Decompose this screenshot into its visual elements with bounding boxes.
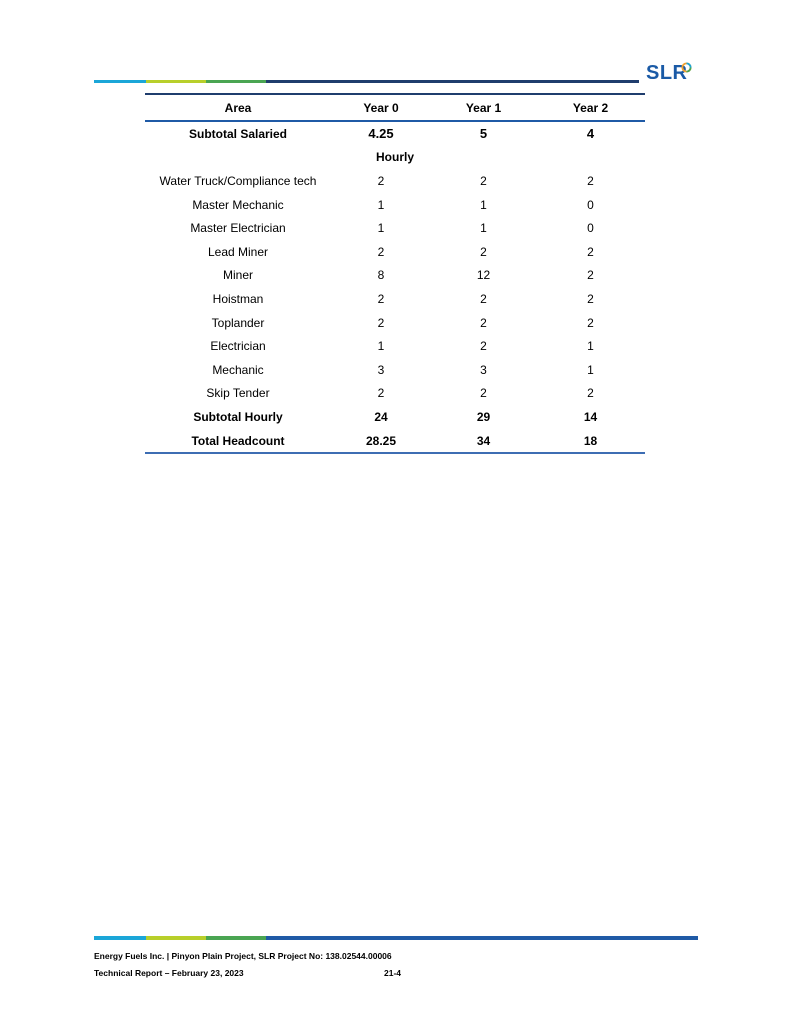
row-label: Master Mechanic xyxy=(192,197,284,212)
row-label: Water Truck/Compliance tech xyxy=(159,173,317,188)
table-cell: 2 xyxy=(587,268,594,283)
table-cell: 5 xyxy=(479,126,488,142)
table-cell: 0 xyxy=(587,221,594,236)
row-label: Subtotal Hourly xyxy=(193,409,283,424)
table-cell: 2 xyxy=(377,386,385,401)
subtotal-hourly-row xyxy=(145,405,645,429)
table-cell: 2 xyxy=(377,315,385,330)
table-cell: 2 xyxy=(480,339,487,354)
table-row xyxy=(145,193,645,217)
table-cell: 8 xyxy=(377,268,385,283)
table-cell: 18 xyxy=(536,429,645,454)
table-header-row xyxy=(145,94,645,121)
table-cell: 4.25 xyxy=(368,126,394,142)
table-cell: 29 xyxy=(476,409,491,424)
table-cell: 1 xyxy=(377,339,385,354)
table-cell: 14 xyxy=(583,409,598,424)
table-row xyxy=(145,169,645,193)
row-label: Electrician xyxy=(210,339,266,354)
column-header: Area xyxy=(145,94,331,121)
table-cell: 28.25 xyxy=(331,429,431,454)
table-cell: 2 xyxy=(587,244,594,259)
table-cell: 4 xyxy=(586,126,595,142)
table-cell: 2 xyxy=(480,244,487,259)
page-number: 21-4 xyxy=(384,968,402,978)
table-cell: 1 xyxy=(377,221,385,236)
footer-report-date: Technical Report – February 23, 2023 xyxy=(94,968,244,978)
table-cell: 1 xyxy=(587,362,594,377)
slr-logo-mark-icon xyxy=(681,62,692,73)
table-cell: 2 xyxy=(377,173,385,188)
table-cell: 0 xyxy=(587,197,594,212)
table-row xyxy=(145,216,645,240)
table-row xyxy=(145,358,645,382)
row-label: Total Headcount xyxy=(145,429,331,454)
table-cell: 2 xyxy=(480,315,487,330)
row-label: Master Electrician xyxy=(190,221,286,236)
row-label: Skip Tender xyxy=(206,386,270,401)
table-cell: 2 xyxy=(587,173,594,188)
table-cell: 2 xyxy=(587,386,594,401)
row-label: Mechanic xyxy=(212,362,264,377)
table-row xyxy=(145,240,645,264)
table-cell: 1 xyxy=(480,221,487,236)
table-row xyxy=(145,311,645,335)
header-rule xyxy=(94,80,639,83)
column-header: Year 0 xyxy=(331,94,431,121)
table-cell: 34 xyxy=(431,429,536,454)
column-header: Year 2 xyxy=(536,94,645,121)
table-row xyxy=(145,264,645,288)
table-cell: 2 xyxy=(377,244,385,259)
table-cell: 1 xyxy=(480,197,487,212)
table-row xyxy=(145,334,645,358)
table-cell: 24 xyxy=(374,409,388,424)
table-cell: 12 xyxy=(476,268,491,283)
table-cell: 3 xyxy=(480,362,487,377)
total-headcount-row xyxy=(145,429,645,454)
table-cell: 2 xyxy=(377,291,385,306)
table-cell: 1 xyxy=(587,339,594,354)
slr-logo: SLR xyxy=(646,62,688,84)
headcount-table xyxy=(145,93,645,454)
table-cell: 2 xyxy=(480,386,487,401)
footer-rule xyxy=(94,936,698,940)
subtotal-salaried-row xyxy=(145,121,645,146)
column-header: Year 1 xyxy=(431,94,536,121)
footer-project-line: Energy Fuels Inc. | Pinyon Plain Project, SLR Project No: 138.02544.00006 xyxy=(94,951,392,961)
table-cell: 3 xyxy=(377,362,385,377)
table-cell: 2 xyxy=(587,291,594,306)
row-label: Toplander xyxy=(211,315,265,330)
row-label: Lead Miner xyxy=(207,244,269,259)
section-label: Hourly xyxy=(376,150,415,165)
row-label: Miner xyxy=(222,268,253,283)
table-row xyxy=(145,287,645,311)
table-cell: 2 xyxy=(480,173,487,188)
table-cell: 2 xyxy=(480,291,487,306)
table-row xyxy=(145,382,645,406)
table-cell: 2 xyxy=(587,315,594,330)
row-label: Hoistman xyxy=(212,291,264,306)
row-label: Subtotal Salaried xyxy=(188,126,288,141)
table-cell: 1 xyxy=(377,197,385,212)
section-label-row xyxy=(145,146,645,170)
